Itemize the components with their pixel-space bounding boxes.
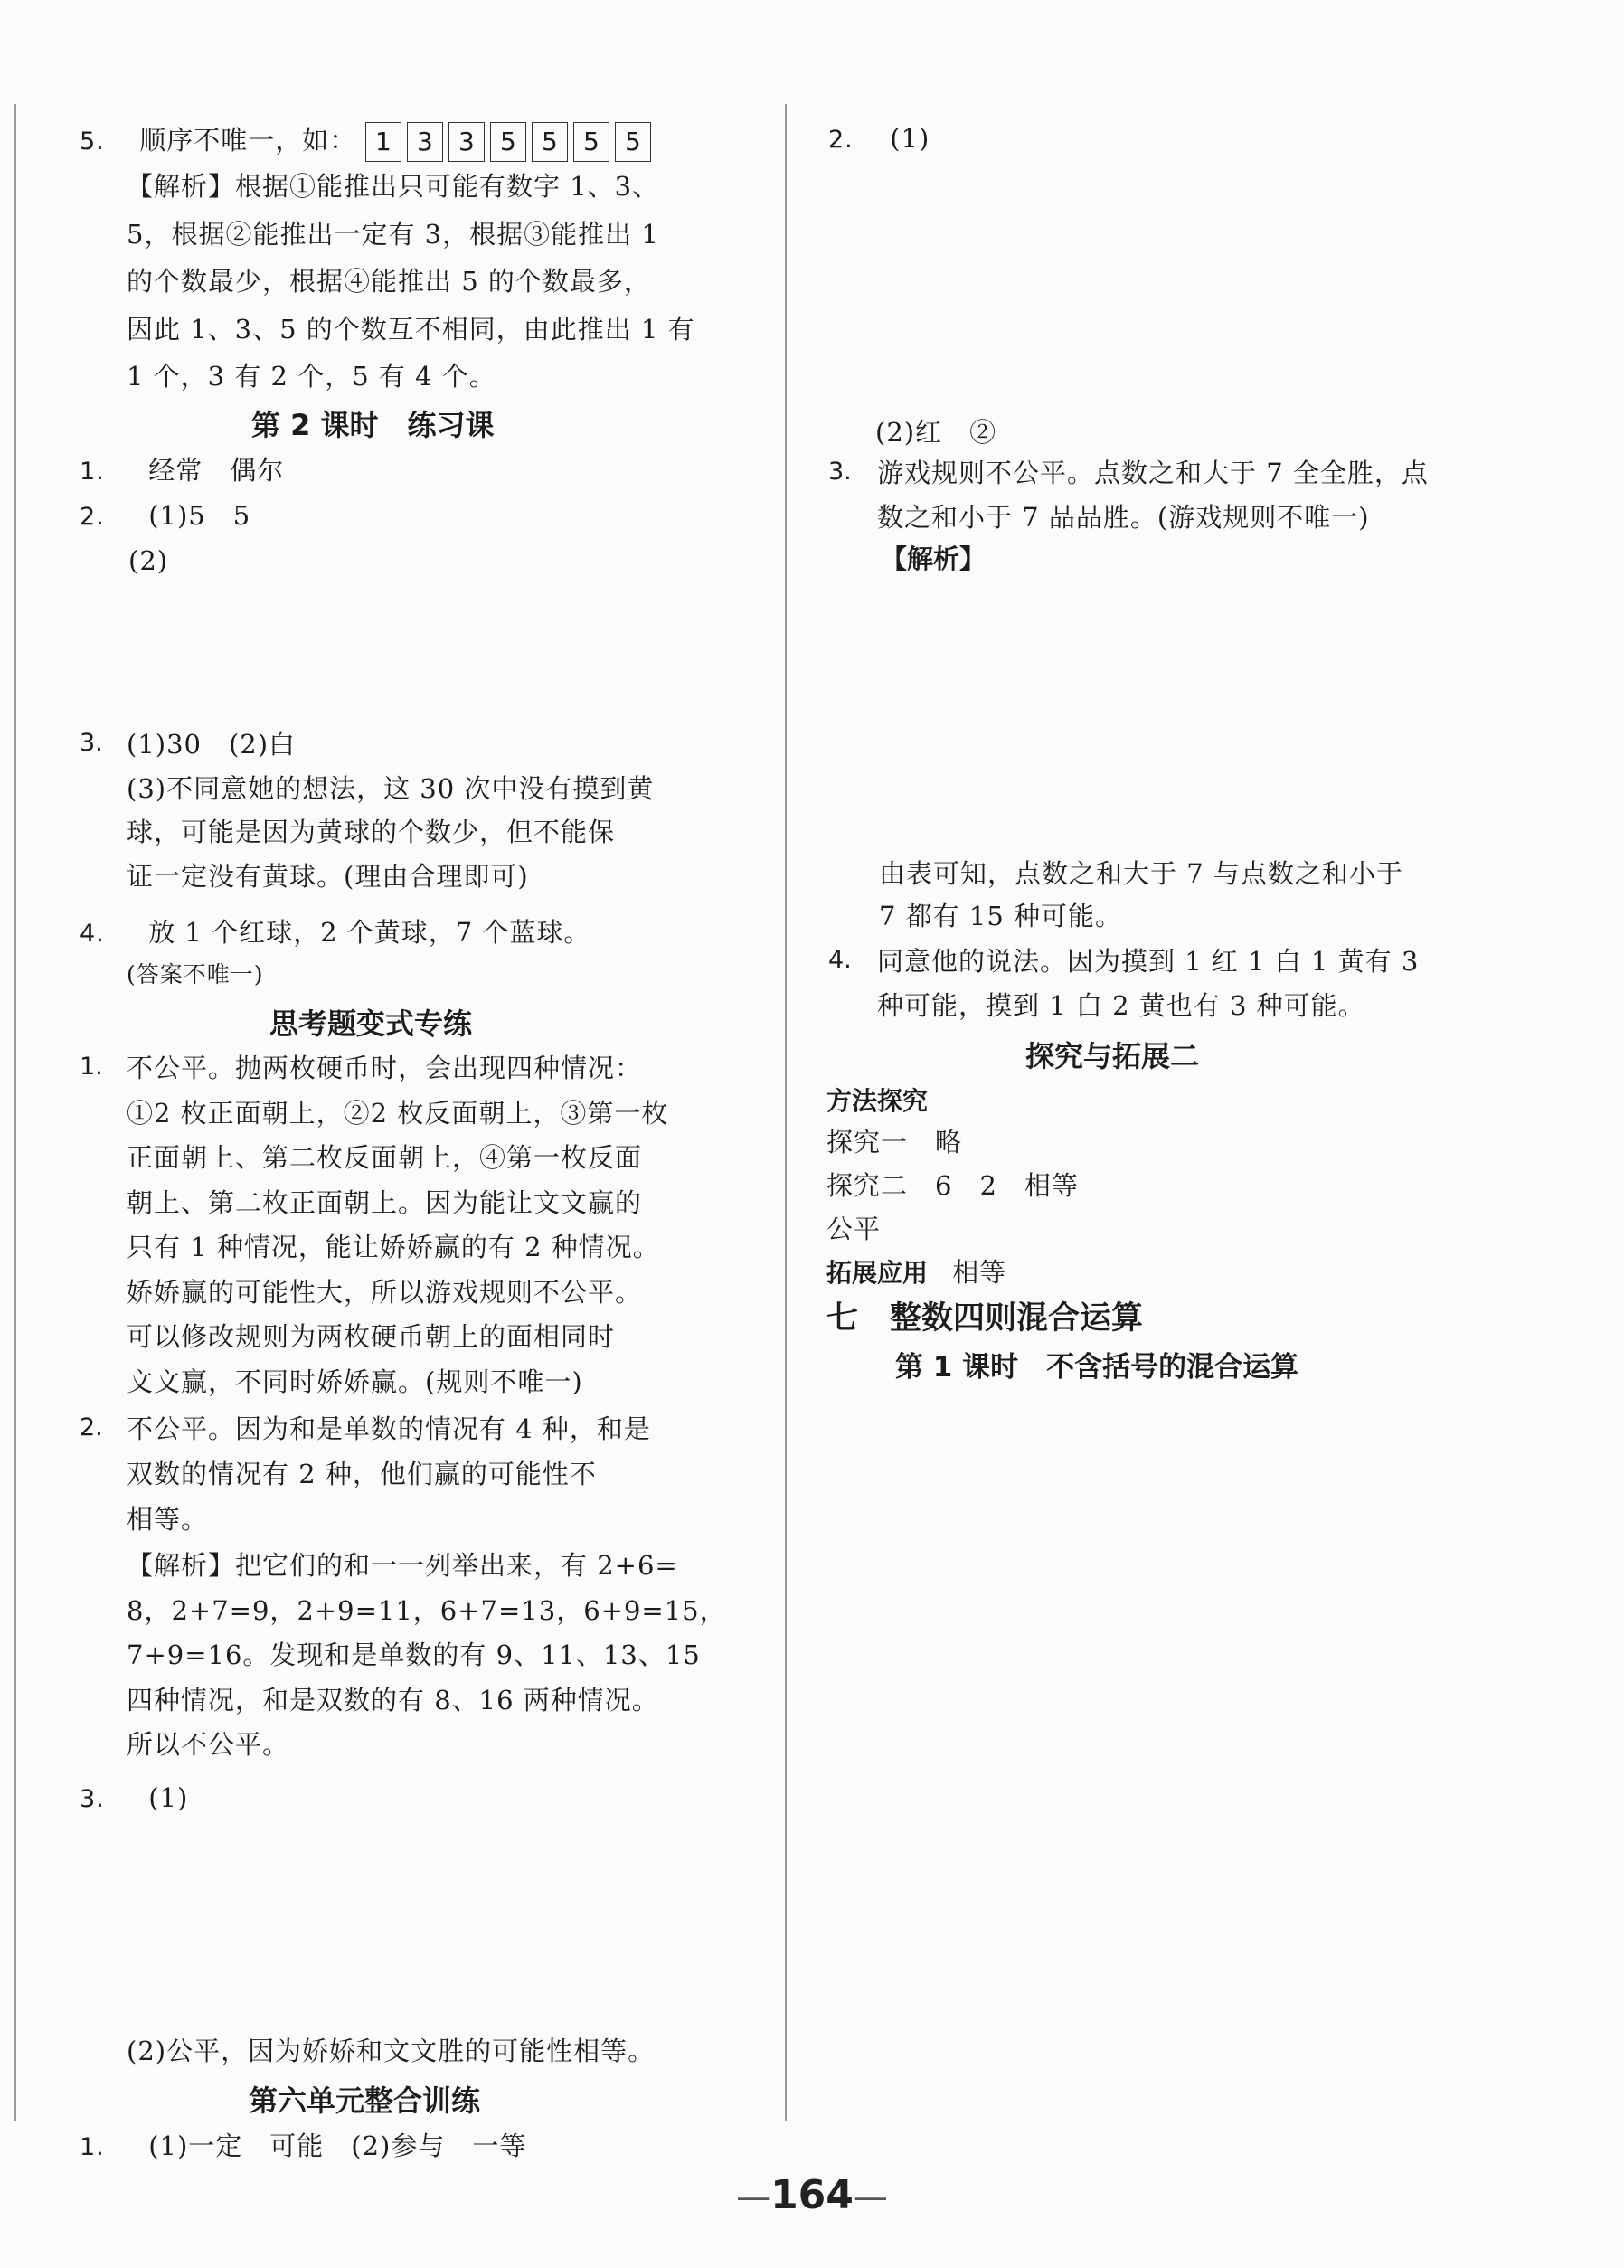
right-column xyxy=(796,0,1624,2268)
chapter7-title: 七 整数四则混合运算 xyxy=(826,1300,1144,1337)
question-number: 1. xyxy=(80,1053,103,1081)
question-line: ①2 枚正面朝上，②2 枚反面朝上，③第一枚 xyxy=(127,1097,669,1129)
page-number: —164— xyxy=(736,2172,888,2218)
answer-box: 3 xyxy=(407,122,443,162)
question-line: 种可能，摸到 1 白 2 黄也有 3 种可能。 xyxy=(877,990,1365,1021)
tanjiu-2: 探究二 6 2 相等 xyxy=(826,1170,1079,1201)
bar-chart xyxy=(904,118,1338,317)
question-text: (1) xyxy=(890,123,930,154)
question-line: 证一定没有黄球。(理由合理即可) xyxy=(127,860,529,892)
answer-box: 5 xyxy=(532,122,568,162)
tuozhan-label: 拓展应用 xyxy=(826,1258,929,1288)
analysis-line: 1 个，3 有 2 个，5 有 4 个。 xyxy=(127,361,496,392)
question-line: 娇娇赢的可能性大，所以游戏规则不公平。 xyxy=(127,1276,643,1308)
question-number: 5. xyxy=(80,128,105,156)
question-number: 3. xyxy=(80,1785,105,1813)
left-margin-rule xyxy=(14,104,16,2121)
sikao-title: 思考题变式专练 xyxy=(269,1006,473,1041)
lesson2-title: 第 2 课时 练习课 xyxy=(251,408,495,442)
fangfa-label: 方法探究 xyxy=(826,1086,929,1116)
question-number: 3. xyxy=(80,729,103,757)
unit6-title: 第六单元整合训练 xyxy=(249,2084,481,2118)
question-line: 同意他的说法。因为摸到 1 红 1 白 1 黄有 3 xyxy=(877,946,1420,977)
l2-q2-sub-label: (2) xyxy=(128,545,169,576)
l2-q4-note: (答案不唯一) xyxy=(127,961,264,988)
question-number: 3. xyxy=(828,458,852,486)
question-line: 只有 1 种情况，能让娇娇赢的有 2 种情况。 xyxy=(127,1232,660,1262)
answer-box: 3 xyxy=(448,122,485,162)
page-number-text: 164 xyxy=(770,2172,854,2218)
analysis-line: 8，2+7=9，2+9=11，6+7=13，6+9=15， xyxy=(127,1594,727,1626)
question-line: 相等。 xyxy=(127,1504,209,1535)
question-number: 4. xyxy=(80,920,105,948)
analysis-line: 因此 1、3、5 的个数互不相同，由此推出 1 有 xyxy=(127,313,695,345)
question-number: 1. xyxy=(80,2133,105,2161)
question-line: 可以修改规则为两枚硬币朝上的面相同时 xyxy=(127,1321,616,1352)
question-5 xyxy=(80,122,651,162)
l2-question-4 xyxy=(80,916,590,950)
question-number: 4. xyxy=(828,946,852,974)
l2-question-1 xyxy=(80,454,284,487)
analysis-line: 【解析】根据①能推出只可能有数字 1、3、 xyxy=(127,171,660,202)
question-text: (1)一定 可能 (2)参与 一等 xyxy=(148,2131,527,2161)
analysis-line: 【解析】把它们的和一一列举出来，有 2+6= xyxy=(127,1550,678,1581)
question-line: 球，可能是因为黄球的个数少，但不能保 xyxy=(127,817,616,847)
question-line: 正面朝上、第二枚反面朝上，④第一枚反面 xyxy=(127,1142,643,1173)
s-question-3 xyxy=(80,1781,188,1815)
r-q2-part2: (2)红 ② xyxy=(875,417,997,448)
s-q3-part2: (2)公平，因为娇娇和文文胜的可能性相等。 xyxy=(127,2036,656,2066)
answer-box: 5 xyxy=(490,122,526,162)
analysis-line: 5，根据②能推出一定有 3，根据③能推出 1 xyxy=(127,218,659,250)
question-line: 不公平。因为和是单数的情况有 4 种，和是 xyxy=(127,1413,651,1444)
question-text: (1) xyxy=(148,1782,189,1813)
answer-box: 5 xyxy=(615,122,651,162)
u6-question-1 xyxy=(80,2130,526,2163)
tanjiu-1: 探究一 略 xyxy=(826,1127,963,1158)
question-number: 1. xyxy=(80,458,105,486)
question-line: 游戏规则不公平。点数之和大于 7 全全胜，点 xyxy=(877,458,1429,488)
gongping: 公平 xyxy=(826,1214,882,1244)
question-text: (1)5 5 xyxy=(148,500,251,531)
question-number: 2. xyxy=(80,1413,103,1441)
question-line: (1)30 (2)白 xyxy=(127,729,297,760)
question-line: 数之和小于 7 品品胜。(游戏规则不唯一) xyxy=(877,502,1370,533)
question-line: 双数的情况有 2 种，他们赢的可能性不 xyxy=(127,1459,597,1489)
tuozhan-text: 相等 xyxy=(952,1257,1007,1288)
answer-boxes xyxy=(365,122,651,162)
answer-box: 5 xyxy=(573,122,609,162)
analysis-line: 7+9=16。发现和是单数的有 9、11、13、15 xyxy=(127,1640,701,1670)
l2-question-2 xyxy=(80,499,250,533)
left-column xyxy=(0,0,778,2268)
analysis-line: 的个数最少，根据④能推出 5 的个数最多， xyxy=(127,266,651,297)
column-divider xyxy=(785,104,787,2121)
question-line: 不公平。抛两枚硬币时，会出现四种情况： xyxy=(127,1053,643,1083)
conclusion-line: 7 都有 15 种可能。 xyxy=(879,901,1123,931)
analysis-line: 所以不公平。 xyxy=(127,1729,290,1760)
analysis-line: 四种情况，和是双数的有 8、16 两种情况。 xyxy=(127,1684,659,1715)
question-line: 朝上、第二枚正面朝上。因为能让文文赢的 xyxy=(127,1186,643,1218)
answer-box: 1 xyxy=(365,122,401,162)
question-text: 顺序不唯一，如： xyxy=(139,125,357,156)
tuozhan xyxy=(826,1256,1006,1289)
question-line: 文文赢，不同时娇娇赢。(规则不唯一) xyxy=(127,1366,583,1397)
question-text: 经常 偶尔 xyxy=(148,455,285,486)
tanjiu-title: 探究与拓展二 xyxy=(1025,1039,1200,1073)
conclusion-line: 由表可知，点数之和大于 7 与点数之和小于 xyxy=(879,858,1403,889)
lesson1-title: 第 1 课时 不含括号的混合运算 xyxy=(895,1351,1299,1384)
question-line: (3)不同意她的想法，这 30 次中没有摸到黄 xyxy=(127,772,655,804)
question-number: 2. xyxy=(80,503,105,531)
r-q3-analysis-label: 【解析】 xyxy=(881,543,987,574)
question-number: 2. xyxy=(828,126,854,154)
question-text: 放 1 个红球，2 个黄球，7 个蓝球。 xyxy=(148,917,591,948)
